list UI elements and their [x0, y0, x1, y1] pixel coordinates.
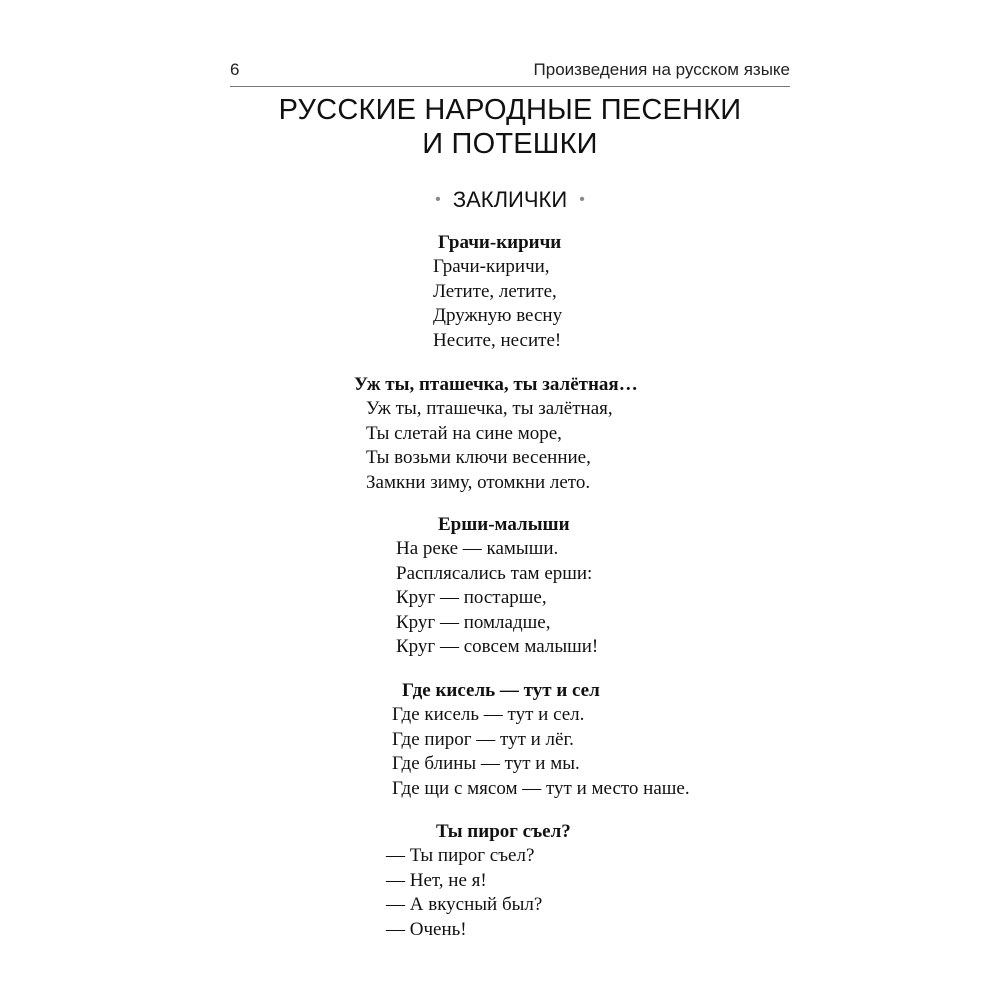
poem-line: Где блины — тут и мы.	[392, 753, 580, 774]
section-heading	[300, 185, 720, 215]
poem-line: На реке — камыши.	[396, 538, 559, 559]
poem-3	[396, 513, 598, 660]
page-title-line-2: И ПОТЕШКИ	[422, 128, 598, 160]
poem-line: Несите, несите!	[433, 329, 562, 351]
poem-1	[433, 231, 562, 353]
poem-line: Круг — постарше,	[396, 587, 547, 608]
poem-title: Ерши-малыши	[438, 514, 570, 535]
bullet-icon: •	[579, 191, 585, 208]
running-header	[230, 60, 790, 88]
poem-line: Круг — помладше,	[396, 611, 551, 633]
poem-line: Летите, летите,	[433, 280, 557, 302]
poem-4	[392, 679, 690, 801]
running-title: Произведения на русском языке	[533, 60, 790, 79]
poem-line: — Очень!	[386, 918, 467, 940]
section-label: ЗАКЛИЧКИ	[452, 187, 568, 212]
poem-title: Где кисель — тут и сел	[402, 680, 600, 701]
poem-line: Замкни зиму, отомкни лето.	[366, 471, 591, 493]
poem-2	[354, 373, 638, 495]
poem-line: Дружную весну	[433, 305, 563, 326]
poem-line: Где щи с мясом — тут и место наше.	[392, 777, 690, 799]
poem-5	[386, 820, 571, 942]
poem-line: — А вкусный был?	[386, 894, 543, 915]
poem-line: Расплясались там ерши:	[396, 562, 593, 584]
page-number: 6	[230, 60, 240, 79]
poem-line: Уж ты, пташечка, ты залётная,	[366, 398, 613, 419]
header-divider	[230, 86, 790, 87]
page-title	[200, 93, 820, 161]
poem-line: Ты возьми ключи весенние,	[366, 447, 591, 468]
page-title-line-1: РУССКИЕ НАРОДНЫЕ ПЕСЕНКИ	[278, 94, 742, 126]
poem-line: Ты слетай на сине море,	[366, 422, 562, 444]
poem-title: Грачи-киричи	[438, 232, 562, 253]
poem-line: Где пирог — тут и лёг.	[392, 728, 574, 750]
poem-line: Где кисель — тут и сел.	[392, 704, 585, 725]
poem-line: — Нет, не я!	[386, 869, 487, 891]
poem-title: Ты пирог съел?	[436, 821, 571, 842]
bullet-icon: •	[435, 191, 441, 208]
poem-title: Уж ты, пташечка, ты залётная…	[354, 374, 638, 395]
poem-line: Грачи-киричи,	[433, 256, 550, 277]
poem-line: — Ты пирог съел?	[386, 845, 535, 866]
poem-line: Круг — совсем малыши!	[396, 636, 599, 657]
